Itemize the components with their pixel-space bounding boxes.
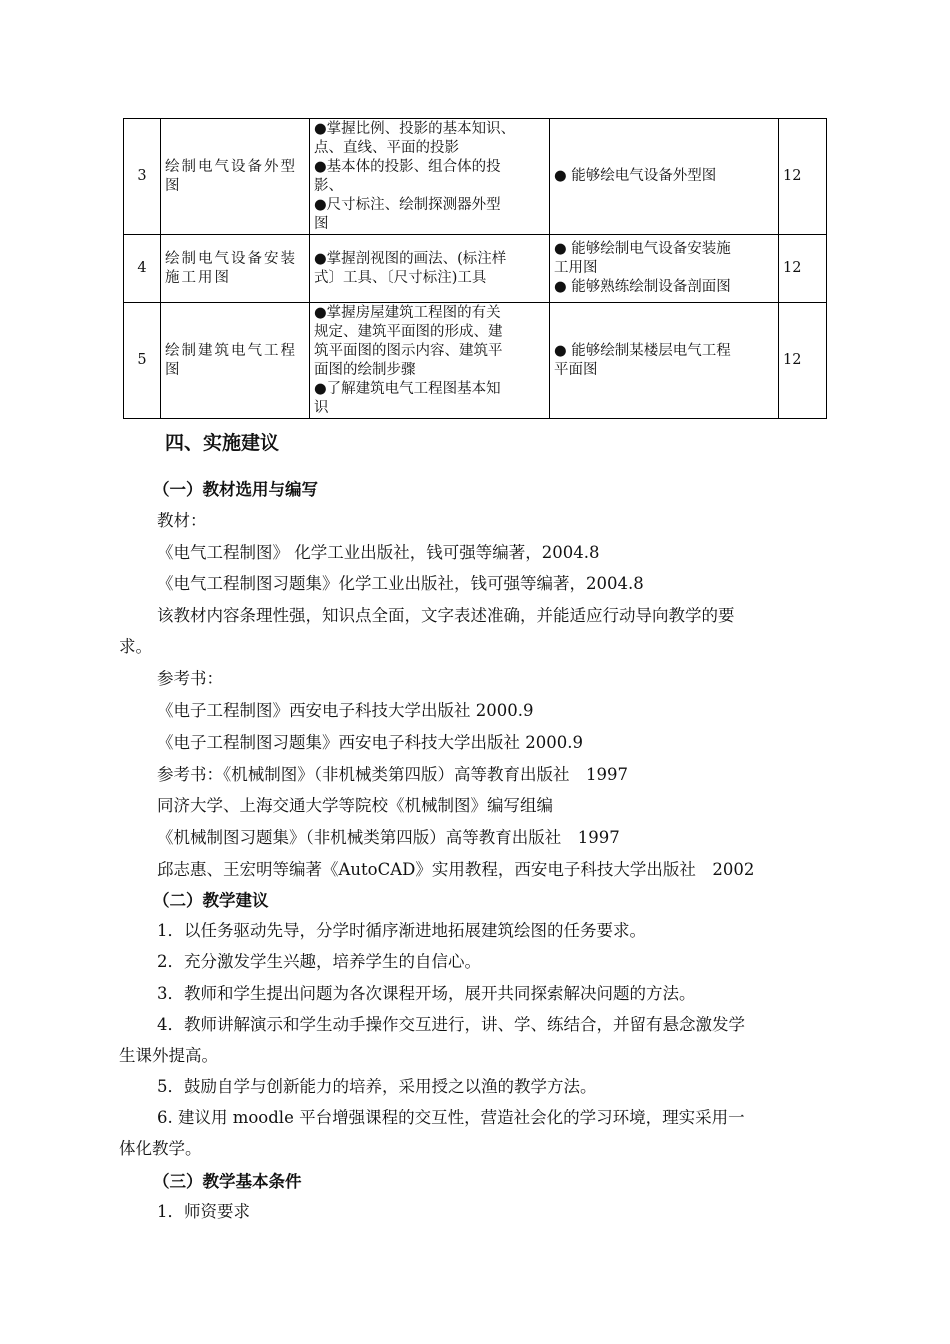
paragraph: 1．师资要求	[157, 1202, 250, 1221]
paragraph: 5．鼓励自学与创新能力的培养，采用授之以渔的教学方法。	[157, 1077, 597, 1096]
unit-name: 绘制电气设备安装施工用图	[161, 235, 310, 303]
skill-line: ● 能够熟练绘制设备剖面图	[554, 279, 731, 295]
unit-skills	[550, 235, 779, 303]
unit-number: 4	[124, 235, 161, 303]
knowledge-line: 面图的绘制步骤	[314, 361, 416, 378]
unit-name: 绘制建筑电气工程图	[161, 303, 310, 419]
knowledge-line: ●掌握比例、投影的基本知识、	[314, 120, 516, 137]
skill-line: 工用图	[554, 260, 598, 276]
course-units-table	[123, 118, 827, 419]
unit-knowledge	[310, 119, 550, 235]
paragraph: 该教材内容条理性强，知识点全面，文字表述准确，并能适应行动导向教学的要	[157, 606, 735, 625]
knowledge-line: ●掌握房屋建筑工程图的有关	[314, 304, 501, 321]
unit-skills	[550, 119, 779, 235]
paragraph: 同济大学、上海交通大学等院校《机械制图》编写组编	[157, 796, 553, 815]
skill-line: ● 能够绘制某楼层电气工程	[554, 342, 731, 359]
paragraph: 生课外提高。	[119, 1046, 218, 1065]
knowledge-line: ●掌握剖视图的画法、(标注样	[314, 250, 507, 267]
table-row	[124, 303, 827, 419]
paragraph: 求。	[119, 637, 152, 656]
unit-hours: 12	[779, 303, 827, 419]
unit-skills	[550, 303, 779, 419]
paragraph: 《电子工程制图》西安电子科技大学出版社 2000.9	[157, 701, 534, 720]
paragraph: 《电子工程制图习题集》西安电子科技大学出版社 2000.9	[157, 733, 583, 752]
paragraph: 3．教师和学生提出问题为各次课程开场，展开共同探索解决问题的方法。	[157, 984, 696, 1003]
knowledge-line: ●尺寸标注、绘制探测器外型	[314, 196, 501, 213]
knowledge-line: 式〕工具、〔尺寸标注)工具	[314, 269, 487, 286]
knowledge-line: 规定、建筑平面图的形成、建	[314, 323, 503, 340]
paragraph: 6. 建议用 moodle 平台增强课程的交互性，营造社会化的学习环境，理实采用一	[157, 1108, 745, 1127]
paragraph: 教材：	[157, 511, 207, 530]
unit-knowledge	[310, 235, 550, 303]
paragraph: 《电气工程制图》 化学工业出版社，钱可强等编著，2004.8	[157, 543, 600, 562]
table-row	[124, 119, 827, 235]
table-row	[124, 235, 827, 303]
subsection-heading: （二）教学建议	[153, 891, 269, 910]
paragraph: 《机械制图习题集》（非机械类第四版）高等教育出版社 1997	[157, 828, 620, 847]
knowledge-line: 点、直线、平面的投影	[314, 139, 459, 156]
skill-line: 平面图	[554, 361, 598, 378]
paragraph: 参考书：《机械制图》（非机械类第四版）高等教育出版社 1997	[157, 765, 628, 784]
skill-line: ● 能够绘电气设备外型图	[554, 168, 717, 184]
skill-line: ● 能够绘制电气设备安装施	[554, 241, 731, 257]
knowledge-line: 图	[314, 215, 329, 232]
knowledge-line: ●了解建筑电气工程图基本知	[314, 380, 501, 397]
unit-hours: 12	[779, 119, 827, 235]
paragraph: 体化教学。	[119, 1139, 202, 1158]
knowledge-line: ●基本体的投影、组合体的投	[314, 158, 501, 175]
paragraph: 4．教师讲解演示和学生动手操作交互进行，讲、学、练结合，并留有悬念激发学	[157, 1015, 745, 1034]
paragraph: 邱志惠、王宏明等编著《AutoCAD》实用教程，西安电子科技大学出版社 2002	[157, 860, 755, 879]
unit-number: 3	[124, 119, 161, 235]
paragraph: 参考书：	[157, 669, 223, 688]
subsection-heading: （一）教材选用与编写	[153, 480, 318, 499]
knowledge-line: 识	[314, 399, 329, 416]
paragraph: 2．充分激发学生兴趣，培养学生的自信心。	[157, 952, 481, 971]
unit-number: 5	[124, 303, 161, 419]
unit-knowledge	[310, 303, 550, 419]
unit-name: 绘制电气设备外型图	[161, 119, 310, 235]
subsection-heading: （三）教学基本条件	[153, 1172, 302, 1191]
section-heading: 四、实施建议	[165, 432, 280, 454]
knowledge-line: 影、	[314, 177, 343, 194]
unit-hours: 12	[779, 235, 827, 303]
paragraph: 《电气工程制图习题集》化学工业出版社，钱可强等编著，2004.8	[157, 574, 644, 593]
knowledge-line: 筑平面图的图示内容、建筑平	[314, 342, 503, 359]
paragraph: 1．以任务驱动先导，分学时循序渐进地拓展建筑绘图的任务要求。	[157, 921, 646, 940]
